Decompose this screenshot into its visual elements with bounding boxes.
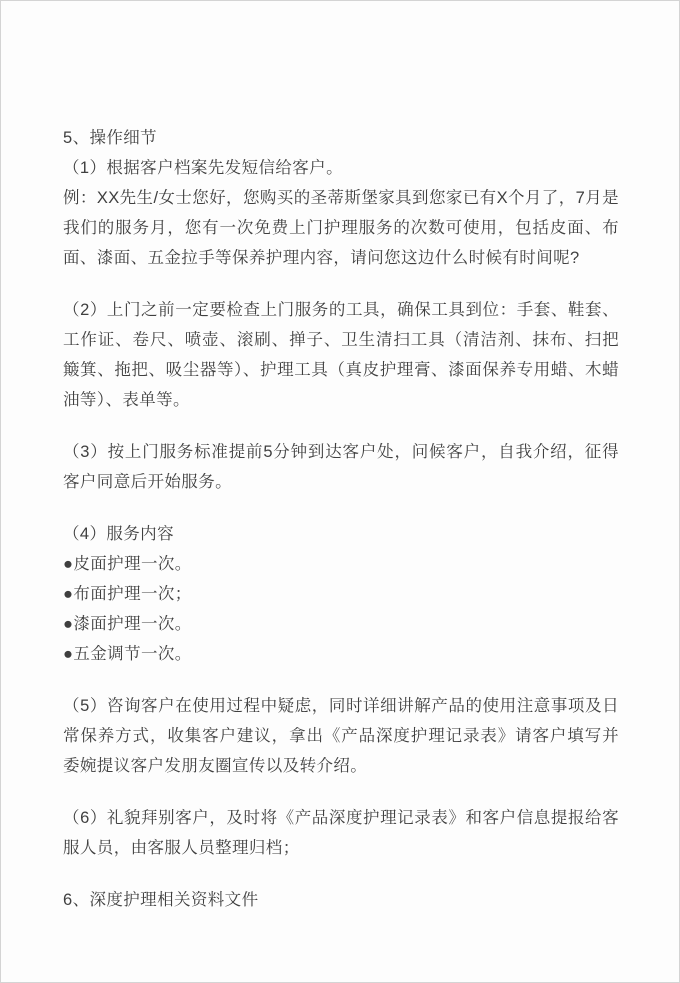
section-5-heading: 5、操作细节 [63, 129, 158, 147]
document-content [1, 1, 679, 915]
bullet-item-leather-care: ●皮面护理一次。 [63, 555, 192, 573]
step-1-example-text: 例：XX先生/女士您好，您购买的圣蒂斯堡家具到您家已有X个月了，7月是我们的服务月，您有一次免费上门护理服务的次数可使用，包括皮面、布面、漆面、五金拉手等保养护理内容，请问您这边什么时候有时间呢? [63, 189, 619, 267]
step-4-heading: （4）服务内容 [63, 525, 174, 543]
bullet-item-fabric-care: ●布面护理一次； [63, 585, 192, 603]
step-2-text: （2）上门之前一定要检查上门服务的工具，确保工具到位：手套、鞋套、工作证、卷尺、喷壶、滚刷、掸子、卫生清扫工具（清洁剂、抹布、扫把簸箕、拖把、吸尘器等）、护理工具（真皮护理膏、漆面保养专用蜡、木蜡油等）、表单等。 [63, 301, 619, 409]
step-5-text: （5）咨询客户在使用过程中疑虑，同时详细讲解产品的使用注意事项及日常保养方式，收集客户建议，拿出《产品深度护理记录表》请客户填写并委婉提议客户发朋友圈宣传以及转介绍。 [63, 697, 619, 775]
bullet-item-paint-care: ●漆面护理一次。 [63, 615, 192, 633]
service-content-bullet-list [63, 549, 619, 669]
step-6-text: （6）礼貌拜别客户，及时将《产品深度护理记录表》和客户信息提报给客服人员，由客服人员整理归档； [63, 809, 619, 857]
step-1-text: （1）根据客户档案先发短信给客户。 [63, 159, 343, 177]
section-6-heading: 6、深度护理相关资料文件 [63, 891, 259, 909]
step-3-text: （3）按上门服务标准提前5分钟到达客户处，问候客户，自我介绍，征得客户同意后开始服务。 [63, 443, 619, 491]
bullet-item-hardware-adjust: ●五金调节一次。 [63, 645, 192, 663]
